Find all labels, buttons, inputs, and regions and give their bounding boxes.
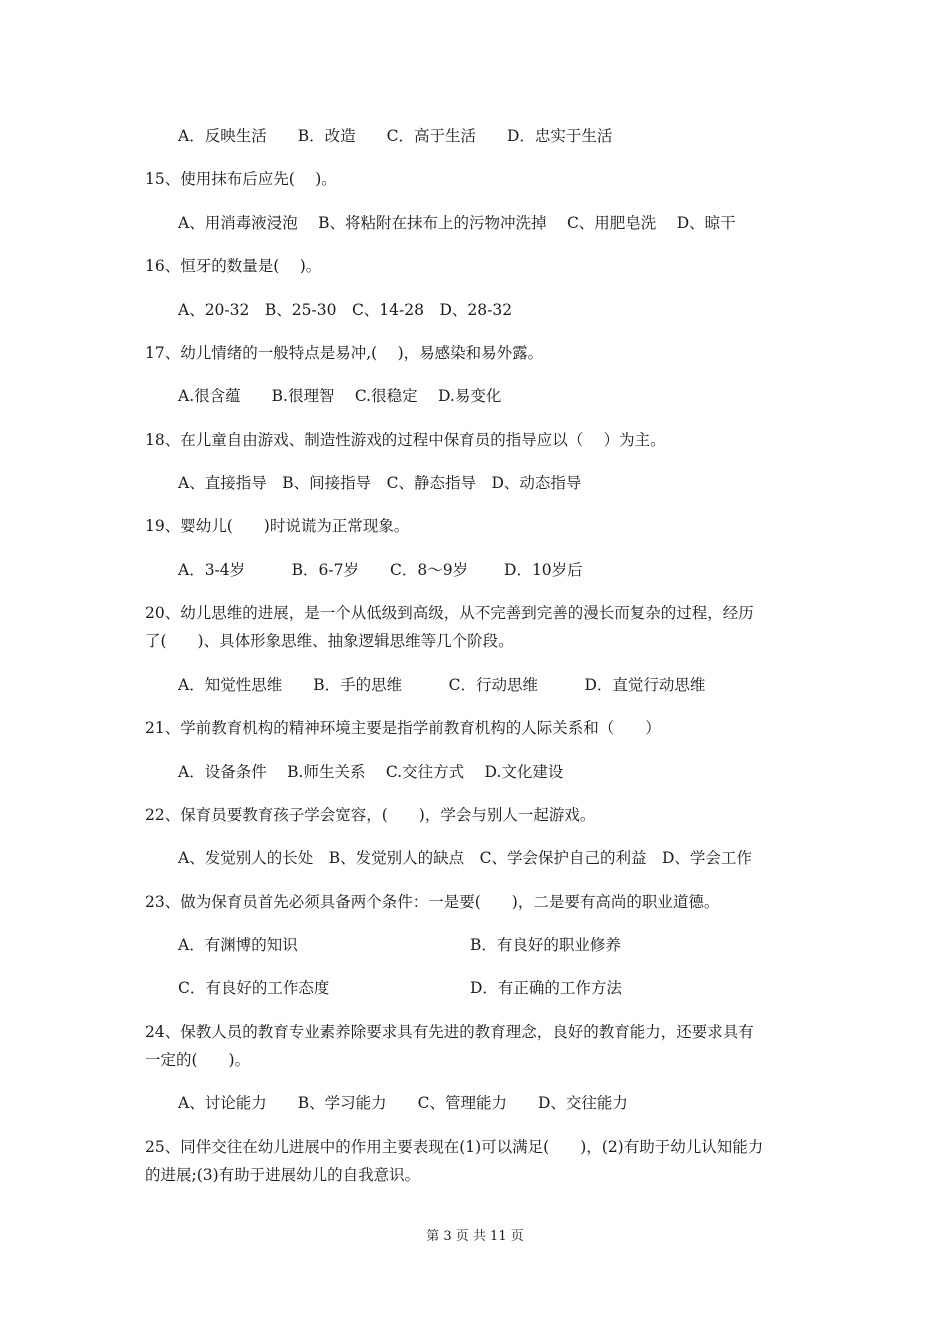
question-19: 19、婴幼儿( )时说谎为正常现象。 xyxy=(145,517,410,535)
question-16: 16、恒牙的数量是( )。 xyxy=(145,257,322,275)
q17-options: A.很含蕴 B.很理智 C.很稳定 D.易变化 xyxy=(178,387,502,405)
q23-option-c: C．有良好的工作态度 xyxy=(178,979,330,997)
question-21: 21、学前教育机构的精神环境主要是指学前教育机构的人际关系和（ ） xyxy=(145,719,661,737)
q21-options: A．设备条件 B.师生关系 C.交往方式 D.文化建设 xyxy=(178,763,564,781)
q24-options: A、讨论能力 B、学习能力 C、管理能力 D、交往能力 xyxy=(178,1094,628,1112)
q23-option-d: D．有正确的工作方法 xyxy=(470,979,622,997)
q22-options: A、发觉别人的长处 B、发觉别人的缺点 C、学会保护自己的利益 D、学会工作 xyxy=(178,849,752,867)
question-20-line-2: 了( )、具体形象思维、抽象逻辑思维等几个阶段。 xyxy=(145,632,514,650)
question-22: 22、保育员要教育孩子学会宽容，( )，学会与别人一起游戏。 xyxy=(145,806,596,824)
q20-options: A．知觉性思维 B．手的思维 C．行动思维 D．直觉行动思维 xyxy=(178,676,706,694)
question-24-line-1: 24、保教人员的教育专业素养除要求具有先进的教育理念，良好的教育能力，还要求具有 xyxy=(145,1023,754,1041)
question-25-line-2: 的进展;(3)有助于进展幼儿的自我意识。 xyxy=(145,1166,421,1184)
question-23: 23、做为保育员首先必须具备两个条件：一是要( )，二是要有高尚的职业道德。 xyxy=(145,893,720,911)
q23-option-a: A．有渊博的知识 xyxy=(178,936,298,954)
page-footer: 第 3 页 共 11 页 xyxy=(426,1229,524,1244)
question-24-line-2: 一定的( )。 xyxy=(145,1051,251,1069)
question-20-line-1: 20、幼儿思维的进展，是一个从低级到高级，从不完善到完善的漫长而复杂的过程，经历 xyxy=(145,604,754,622)
q16-options: A、20-32 B、25-30 C、14-28 D、28-32 xyxy=(178,301,513,319)
q19-options: A．3-4岁 B．6-7岁 C．8～9岁 D．10岁后 xyxy=(178,561,583,579)
q18-options: A、直接指导 B、间接指导 C、静态指导 D、动态指导 xyxy=(178,474,582,492)
question-18: 18、在儿童自由游戏、制造性游戏的过程中保育员的指导应以（ ）为主。 xyxy=(145,431,666,449)
q15-options: A、用消毒液浸泡 B、将粘附在抹布上的污物冲洗掉 C、用肥皂洗 D、晾干 xyxy=(178,214,736,232)
q14-options: A．反映生活 B．改造 C．高于生活 D．忠实于生活 xyxy=(178,127,613,145)
q23-option-b: B．有良好的职业修养 xyxy=(470,936,621,954)
question-17: 17、幼儿情绪的一般特点是易冲,( )，易感染和易外露。 xyxy=(145,344,544,362)
question-15: 15、使用抹布后应先( )。 xyxy=(145,170,337,188)
question-25-line-1: 25、同伴交往在幼儿进展中的作用主要表现在(1)可以满足( )，(2)有助于幼儿认知能力 xyxy=(145,1138,764,1156)
